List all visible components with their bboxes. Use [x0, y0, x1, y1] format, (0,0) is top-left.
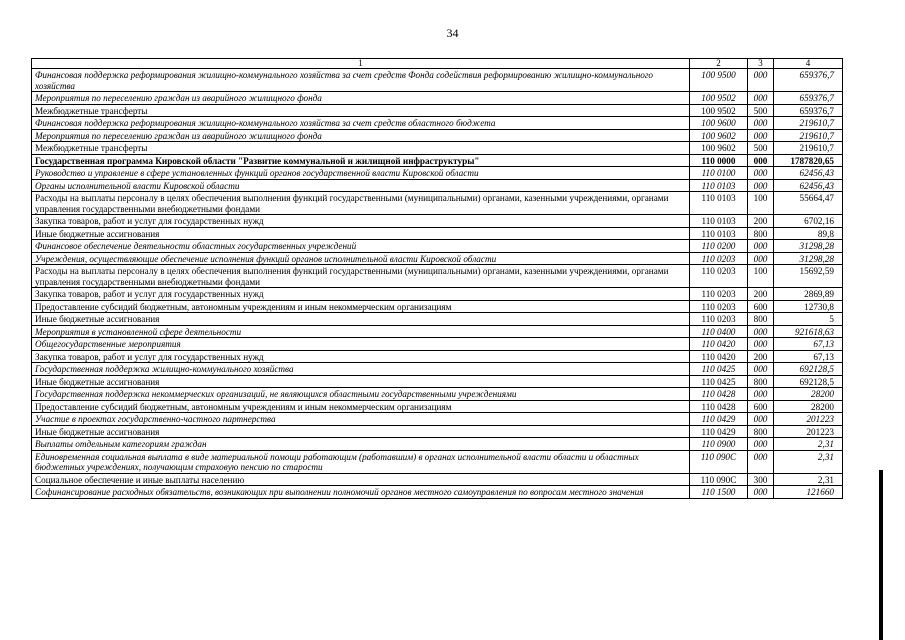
row-amount-cell: 55664,47 — [774, 192, 843, 215]
row-code-cell: 110 0103 — [690, 227, 748, 240]
budget-table — [31, 58, 843, 499]
row-amount-cell: 5 — [774, 313, 843, 326]
row-type-cell: 000 — [748, 179, 774, 192]
row-type-cell: 000 — [748, 413, 774, 426]
row-amount-cell: 31298,28 — [774, 240, 843, 253]
row-amount-cell: 201223 — [774, 413, 843, 426]
row-code-cell: 110 0428 — [690, 388, 748, 401]
row-code-cell: 100 9602 — [690, 142, 748, 155]
row-amount-cell: 219610,7 — [774, 129, 843, 142]
table-row — [32, 300, 843, 313]
row-type-cell: 000 — [748, 92, 774, 105]
table-row — [32, 350, 843, 363]
row-name-cell: Иные бюджетные ассигнования — [32, 425, 690, 438]
row-type-cell: 000 — [748, 338, 774, 351]
table-row — [32, 425, 843, 438]
row-type-cell: 200 — [748, 350, 774, 363]
row-amount-cell: 219610,7 — [774, 117, 843, 130]
row-type-cell: 000 — [748, 438, 774, 451]
row-type-cell: 200 — [748, 288, 774, 301]
table-row — [32, 388, 843, 401]
row-amount-cell: 692128,5 — [774, 375, 843, 388]
row-type-cell: 000 — [748, 486, 774, 499]
row-name-cell: Мероприятия по переселению граждан из аварийного жилищного фонда — [32, 92, 690, 105]
row-name-cell: Финансовая поддержка реформирования жилищно-коммунального хозяйства за счет средств Фонда содействия реформированию жилищно-коммунального хозяйства — [32, 69, 690, 92]
row-code-cell: 110 0425 — [690, 375, 748, 388]
row-code-cell: 110 0900 — [690, 438, 748, 451]
row-type-cell: 600 — [748, 400, 774, 413]
row-type-cell: 500 — [748, 142, 774, 155]
row-type-cell: 800 — [748, 375, 774, 388]
row-name-cell: Закупка товаров, работ и услуг для государственных нужд — [32, 215, 690, 228]
table-row — [32, 179, 843, 192]
table-row — [32, 338, 843, 351]
row-name-cell: Иные бюджетные ассигнования — [32, 375, 690, 388]
row-code-cell: 110 0100 — [690, 167, 748, 180]
row-amount-cell: 62456,43 — [774, 167, 843, 180]
table-row — [32, 192, 843, 215]
row-amount-cell: 67,13 — [774, 338, 843, 351]
table-row — [32, 325, 843, 338]
row-type-cell: 000 — [748, 129, 774, 142]
row-code-cell: 110 0103 — [690, 192, 748, 215]
row-code-cell: 110 0203 — [690, 252, 748, 265]
row-name-cell: Учреждения, осуществляющие обеспечение исполнения функций органов исполнительной власти Кировской области — [32, 252, 690, 265]
row-amount-cell: 62456,43 — [774, 179, 843, 192]
row-amount-cell: 2,31 — [774, 438, 843, 451]
row-amount-cell: 67,13 — [774, 350, 843, 363]
table-row — [32, 313, 843, 326]
row-type-cell: 100 — [748, 192, 774, 215]
table-row — [32, 227, 843, 240]
row-code-cell: 110 090С — [690, 473, 748, 486]
row-name-cell: Мероприятия в установленной сфере деятельности — [32, 325, 690, 338]
row-amount-cell: 921618,63 — [774, 325, 843, 338]
row-name-cell: Финансовая поддержка реформирования жилищно-коммунального хозяйства за счет средств областного бюджета — [32, 117, 690, 130]
row-type-cell: 300 — [748, 473, 774, 486]
row-code-cell: 110 0420 — [690, 350, 748, 363]
row-code-cell: 110 0203 — [690, 288, 748, 301]
row-amount-cell: 659376,7 — [774, 92, 843, 105]
row-type-cell: 000 — [748, 325, 774, 338]
row-amount-cell: 692128,5 — [774, 363, 843, 376]
table-row — [32, 104, 843, 117]
row-amount-cell: 659376,7 — [774, 69, 843, 92]
row-type-cell: 000 — [748, 167, 774, 180]
row-type-cell: 000 — [748, 252, 774, 265]
table-row — [32, 129, 843, 142]
row-name-cell: Расходы на выплаты персоналу в целях обеспечения выполнения функций государственными (муниципальными) органами, казенными учреждениями, органами управления государственными внебюджетными фондами — [32, 265, 690, 288]
row-name-cell: Государственная поддержка некоммерческих организаций, не являющихся областными государственными учреждениями — [32, 388, 690, 401]
row-type-cell: 500 — [748, 104, 774, 117]
table-row — [32, 486, 843, 499]
row-code-cell: 100 9502 — [690, 92, 748, 105]
row-amount-cell: 2,31 — [774, 450, 843, 473]
row-code-cell: 110 0203 — [690, 265, 748, 288]
table-row — [32, 215, 843, 228]
column-header-name: 1 — [32, 59, 690, 69]
row-name-cell: Межбюджетные трансферты — [32, 104, 690, 117]
row-name-cell: Финансовое обеспечение деятельности областных государственных учреждений — [32, 240, 690, 253]
budget-table-body — [32, 59, 843, 499]
row-name-cell: Государственная поддержка жилищно-коммунального хозяйства — [32, 363, 690, 376]
row-type-cell: 800 — [748, 227, 774, 240]
row-amount-cell: 659376,7 — [774, 104, 843, 117]
row-name-cell: Выплаты отдельным категориям граждан — [32, 438, 690, 451]
row-name-cell: Иные бюджетные ассигнования — [32, 313, 690, 326]
row-amount-cell: 2,31 — [774, 473, 843, 486]
row-type-cell: 800 — [748, 425, 774, 438]
table-row — [32, 363, 843, 376]
row-name-cell: Иные бюджетные ассигнования — [32, 227, 690, 240]
row-amount-cell: 31298,28 — [774, 252, 843, 265]
row-amount-cell: 1787820,65 — [774, 154, 843, 167]
row-name-cell: Межбюджетные трансферты — [32, 142, 690, 155]
row-type-cell: 000 — [748, 154, 774, 167]
table-row — [32, 154, 843, 167]
row-name-cell: Органы исполнительной власти Кировской области — [32, 179, 690, 192]
table-row — [32, 438, 843, 451]
row-name-cell: Единовременная социальная выплата в виде материальной помощи работающим (работавшим) в органах исполнительной власти области и областных бюджетных учреждениях, получающим страховую пенсию по старости — [32, 450, 690, 473]
row-type-cell: 000 — [748, 450, 774, 473]
row-name-cell: Участие в проектах государственно-частного партнерства — [32, 413, 690, 426]
row-type-cell: 000 — [748, 117, 774, 130]
column-header-amount: 4 — [774, 59, 843, 69]
row-code-cell: 110 0400 — [690, 325, 748, 338]
row-name-cell: Государственная программа Кировской области "Развитие коммунальной и жилищной инфраструктуры" — [32, 154, 690, 167]
row-name-cell: Мероприятия по переселению граждан из аварийного жилищного фонда — [32, 129, 690, 142]
row-code-cell: 110 1500 — [690, 486, 748, 499]
scan-edge-bar — [879, 470, 883, 640]
row-amount-cell: 6702,16 — [774, 215, 843, 228]
row-code-cell: 100 9500 — [690, 69, 748, 92]
row-code-cell: 110 090С — [690, 450, 748, 473]
row-code-cell: 100 9600 — [690, 117, 748, 130]
row-amount-cell: 219610,7 — [774, 142, 843, 155]
row-code-cell: 110 0103 — [690, 179, 748, 192]
table-row — [32, 92, 843, 105]
row-name-cell: Социальное обеспечение и иные выплаты населению — [32, 473, 690, 486]
table-row — [32, 413, 843, 426]
row-code-cell: 100 9602 — [690, 129, 748, 142]
row-type-cell: 100 — [748, 265, 774, 288]
row-code-cell: 110 0203 — [690, 313, 748, 326]
row-name-cell: Расходы на выплаты персоналу в целях обеспечения выполнения функций государственными (муниципальными) органами, казенными учреждениями, органами управления государственными внебюджетными фондами — [32, 192, 690, 215]
row-name-cell: Предоставление субсидий бюджетным, автономным учреждениям и иным некоммерческим организациям — [32, 300, 690, 313]
table-row — [32, 375, 843, 388]
row-amount-cell: 15692,59 — [774, 265, 843, 288]
row-amount-cell: 2869,89 — [774, 288, 843, 301]
row-code-cell: 110 0429 — [690, 413, 748, 426]
row-type-cell: 600 — [748, 300, 774, 313]
row-amount-cell: 28200 — [774, 388, 843, 401]
row-code-cell: 110 0200 — [690, 240, 748, 253]
table-header-row — [32, 59, 843, 69]
row-code-cell: 110 0429 — [690, 425, 748, 438]
row-name-cell: Общегосударственные мероприятия — [32, 338, 690, 351]
row-type-cell: 200 — [748, 215, 774, 228]
table-row — [32, 265, 843, 288]
row-type-cell: 800 — [748, 313, 774, 326]
row-name-cell: Закупка товаров, работ и услуг для государственных нужд — [32, 288, 690, 301]
row-code-cell: 110 0000 — [690, 154, 748, 167]
row-amount-cell: 89,8 — [774, 227, 843, 240]
table-row — [32, 473, 843, 486]
row-type-cell: 000 — [748, 240, 774, 253]
row-amount-cell: 12730,8 — [774, 300, 843, 313]
column-header-type: 3 — [748, 59, 774, 69]
table-row — [32, 288, 843, 301]
row-name-cell: Предоставление субсидий бюджетным, автономным учреждениям и иным некоммерческим организациям — [32, 400, 690, 413]
row-code-cell: 110 0103 — [690, 215, 748, 228]
page-number: 34 — [446, 26, 459, 40]
row-amount-cell: 201223 — [774, 425, 843, 438]
column-header-code: 2 — [690, 59, 748, 69]
table-row — [32, 240, 843, 253]
row-code-cell: 110 0425 — [690, 363, 748, 376]
row-type-cell: 000 — [748, 388, 774, 401]
table-row — [32, 167, 843, 180]
row-type-cell: 000 — [748, 363, 774, 376]
row-code-cell: 100 9502 — [690, 104, 748, 117]
row-code-cell: 110 0428 — [690, 400, 748, 413]
table-row — [32, 400, 843, 413]
table-row — [32, 117, 843, 130]
row-type-cell: 000 — [748, 69, 774, 92]
row-name-cell: Софинансирование расходных обязательств, возникающих при выполнении полномочий органов местного самоуправления по вопросам местного значения — [32, 486, 690, 499]
table-row — [32, 450, 843, 473]
table-row — [32, 252, 843, 265]
table-row — [32, 142, 843, 155]
row-code-cell: 110 0203 — [690, 300, 748, 313]
row-code-cell: 110 0420 — [690, 338, 748, 351]
row-amount-cell: 121660 — [774, 486, 843, 499]
row-name-cell: Руководство и управление в сфере установленных функций органов государственной власти Кировской области — [32, 167, 690, 180]
table-row — [32, 69, 843, 92]
row-amount-cell: 28200 — [774, 400, 843, 413]
row-name-cell: Закупка товаров, работ и услуг для государственных нужд — [32, 350, 690, 363]
